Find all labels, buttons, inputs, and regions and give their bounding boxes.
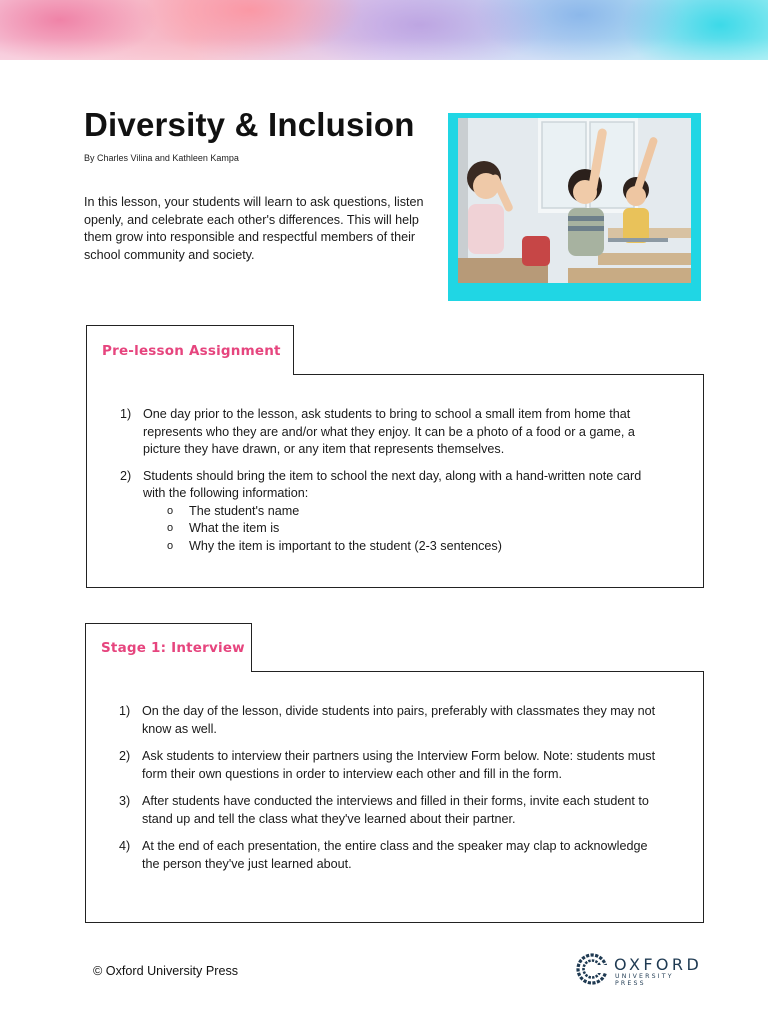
step-text: At the end of each presentation, the entire class and the speaker may clap to acknowledge the person they've just learned about. bbox=[142, 839, 648, 871]
section-tab-pre-lesson bbox=[86, 325, 294, 375]
bullet-item bbox=[87, 520, 703, 538]
byline: By Charles Vilina and Kathleen Kampa bbox=[84, 153, 239, 163]
step-number: 1) bbox=[120, 407, 132, 421]
section-tab-interview bbox=[85, 623, 252, 672]
list-item bbox=[86, 838, 703, 873]
footer-copyright: © Oxford University Press bbox=[93, 964, 239, 978]
list-item bbox=[86, 703, 703, 738]
page-title: Diversity & Inclusion bbox=[84, 106, 415, 143]
bullet-marker: o bbox=[167, 539, 174, 552]
oxford-logo-icon bbox=[576, 953, 608, 985]
bullet-marker: o bbox=[167, 504, 174, 517]
section-box-interview bbox=[85, 671, 704, 923]
list-item bbox=[86, 748, 703, 783]
step-number: 1) bbox=[119, 704, 131, 718]
section-heading: Pre-lesson Assignment bbox=[102, 342, 281, 359]
step-text: After students have conducted the interviews and filled in their forms, invite each student to stand up and tell the class what they've learned about their partner. bbox=[142, 794, 649, 826]
oxford-logo bbox=[576, 952, 706, 986]
classroom-photo-frame bbox=[448, 113, 701, 301]
bullet-item bbox=[87, 538, 703, 556]
step-number: 4) bbox=[119, 839, 131, 853]
header-watercolor-banner bbox=[0, 0, 768, 60]
step-number: 2) bbox=[120, 468, 132, 483]
bullet-item bbox=[87, 503, 703, 521]
logo-wordmark: OXFORD bbox=[614, 955, 703, 974]
bullet-text: What the item is bbox=[189, 521, 280, 535]
step-text: Ask students to interview their partners using the Interview Form below. Note: students must form their own questions in order to interview each other and fill in the form. bbox=[142, 749, 656, 781]
bullet-text: The student's name bbox=[189, 503, 300, 518]
section-heading: Stage 1: Interview bbox=[101, 640, 245, 656]
step-text: Students should bring the item to school the next day, along with a hand-written note card with the following information: bbox=[143, 468, 642, 500]
list-item bbox=[87, 468, 703, 503]
intro-paragraph: In this lesson, your students will learn to ask questions, listen openly, and celebrate each other's differences. This will help them grow into responsible and respectful members of their school community and society. bbox=[84, 195, 424, 262]
bullet-text: Why the item is important to the student (2-3 sentences) bbox=[189, 538, 502, 553]
logo-subtitle: UNIVERSITY PRESS bbox=[615, 973, 674, 987]
bullet-marker: o bbox=[167, 522, 174, 534]
list-item bbox=[87, 406, 703, 459]
info-bullets bbox=[87, 503, 703, 556]
step-number: 3) bbox=[119, 794, 131, 808]
steps-list bbox=[86, 703, 703, 873]
classroom-photo bbox=[458, 118, 691, 283]
step-text: One day prior to the lesson, ask students to bring to school a small item from home that represents who they are and/or what they enjoy. It can be a photo of a food or a game, a picture they have drawn, or any item that represents themselves. bbox=[143, 407, 635, 456]
section-box-pre-lesson bbox=[86, 374, 704, 588]
list-item bbox=[86, 793, 703, 828]
step-text: On the day of the lesson, divide students into pairs, preferably with classmates they may not know as well. bbox=[142, 704, 656, 736]
steps-list bbox=[87, 406, 703, 503]
step-number: 2) bbox=[119, 749, 131, 763]
